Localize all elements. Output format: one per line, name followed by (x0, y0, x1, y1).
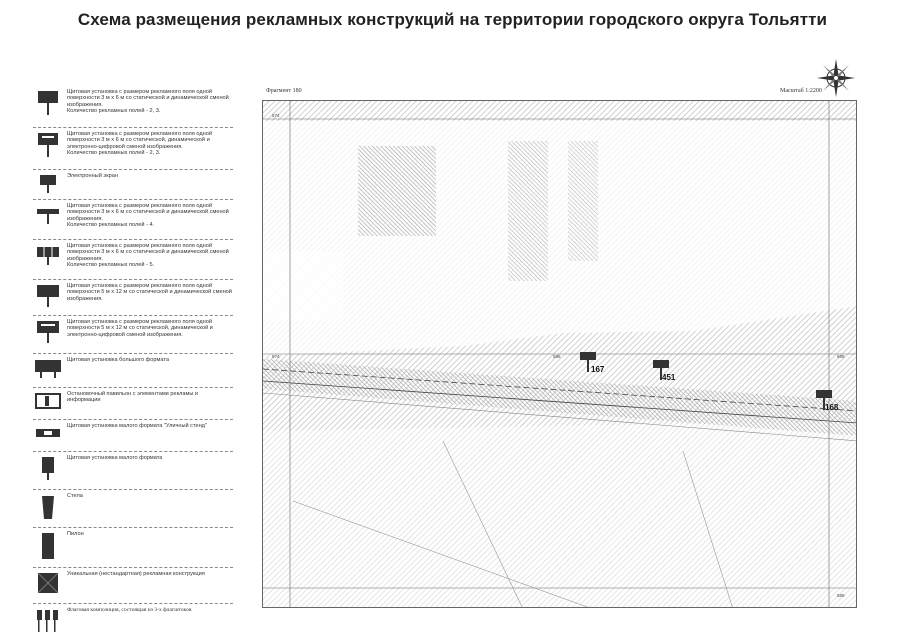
billboard-marker[interactable] (652, 359, 676, 386)
legend-item (33, 568, 233, 604)
legend-item (33, 316, 233, 354)
legend-text: Электронный экран (67, 173, 118, 179)
legend-text: Щитовая установка малого формата (67, 455, 163, 461)
large-format-billboard-icon (33, 357, 63, 379)
legend-item (33, 200, 233, 240)
small-billboard-icon (33, 455, 63, 483)
legend-item (33, 604, 233, 639)
pylon-icon (33, 531, 63, 561)
flag-composition-icon (33, 607, 63, 635)
grid-label: 586 (837, 354, 845, 359)
legend-text: Остановочный павильон с элементами рекламы и информации (67, 391, 199, 404)
legend-text: Щитовая установка с размером рекламного поля одной поверхности 3 м х 6 м со статической и динамической сменой изображения. Количество рекламных полей - 4. (67, 203, 229, 229)
scale-label: Масштаб 1:2200 (780, 88, 822, 94)
billboard-3x6-digital-icon (33, 131, 63, 161)
legend (33, 86, 233, 639)
legend-item (33, 128, 233, 170)
grid-label: 585 (553, 354, 561, 359)
legend-item (33, 280, 233, 316)
legend-text: Пилон (67, 531, 84, 537)
legend-item (33, 170, 233, 200)
marker-id: 168 (825, 403, 839, 412)
bus-stop-pavilion-icon (33, 391, 63, 411)
fragment-label: Фрагмент 180 (266, 88, 302, 94)
legend-item (33, 452, 233, 490)
billboard-4-fields-icon (33, 203, 63, 227)
legend-text: Щитовая установка с размером рекламного поля одной поверхности 3 м х 6 м со статической, динамической и электронно-цифровой сменой изображения. Количество рекламных полей - 2, 3. (67, 131, 212, 157)
grid-label: 589 (837, 593, 845, 598)
street-stand-icon (33, 423, 63, 443)
legend-text: Щитовая установка с размером рекламного поля одной поверхности 3 м х 6 м со статической и динамической сменой изображения. Количество рекламных полей - 5. (67, 243, 229, 269)
billboard-5x12-icon (33, 283, 63, 309)
map-area[interactable] (262, 100, 857, 608)
legend-item (33, 240, 233, 280)
marker-id: 167 (591, 365, 605, 374)
billboard-5x12-digital-icon (33, 319, 63, 345)
billboard-marker[interactable] (815, 389, 839, 416)
legend-item (33, 388, 233, 420)
legend-text: Щитовая установка малого формата "Уличный стенд" (67, 423, 207, 429)
legend-text: Стела (67, 493, 83, 499)
legend-text: Флаговая композиция, состоящая из 3-х флагштоков (67, 607, 192, 613)
electronic-screen-icon (33, 173, 63, 195)
billboard-marker[interactable] (579, 351, 605, 378)
legend-item (33, 420, 233, 452)
compass-rose-icon (816, 58, 856, 98)
legend-text: Щитовая установка с размером рекламного поля одной поверхности 5 м х 12 м со статической, динамической и электронно-цифровой сменой изображения. (67, 319, 213, 338)
billboard-5-fields-icon (33, 243, 63, 267)
page-title: Схема размещения рекламных конструкций на территории городского округа Тольятти (77, 10, 828, 29)
billboard-3x6-icon (33, 89, 63, 119)
legend-text: Щитовая установка с размером рекламного поля одной поверхности 3 м х 6 м со статической и динамической сменой изображения. Количество рекламных полей - 2, 3. (67, 89, 229, 115)
legend-item (33, 490, 233, 528)
legend-item (33, 86, 233, 128)
stela-icon (33, 493, 63, 521)
legend-item (33, 528, 233, 568)
legend-item (33, 354, 233, 388)
grid-label: 574 (272, 354, 280, 359)
marker-id: 451 (662, 373, 676, 382)
legend-text: Уникальная (нестандартная) рекламная конструкция (67, 571, 205, 577)
grid-label: 574 (272, 113, 280, 118)
legend-text: Щитовая установка большого формата (67, 357, 169, 363)
legend-text: Щитовая установка с размером рекламного поля одной поверхности 5 м х 12 м со статической и динамической сменой изображения. (67, 283, 232, 302)
unique-construction-icon (33, 571, 63, 597)
